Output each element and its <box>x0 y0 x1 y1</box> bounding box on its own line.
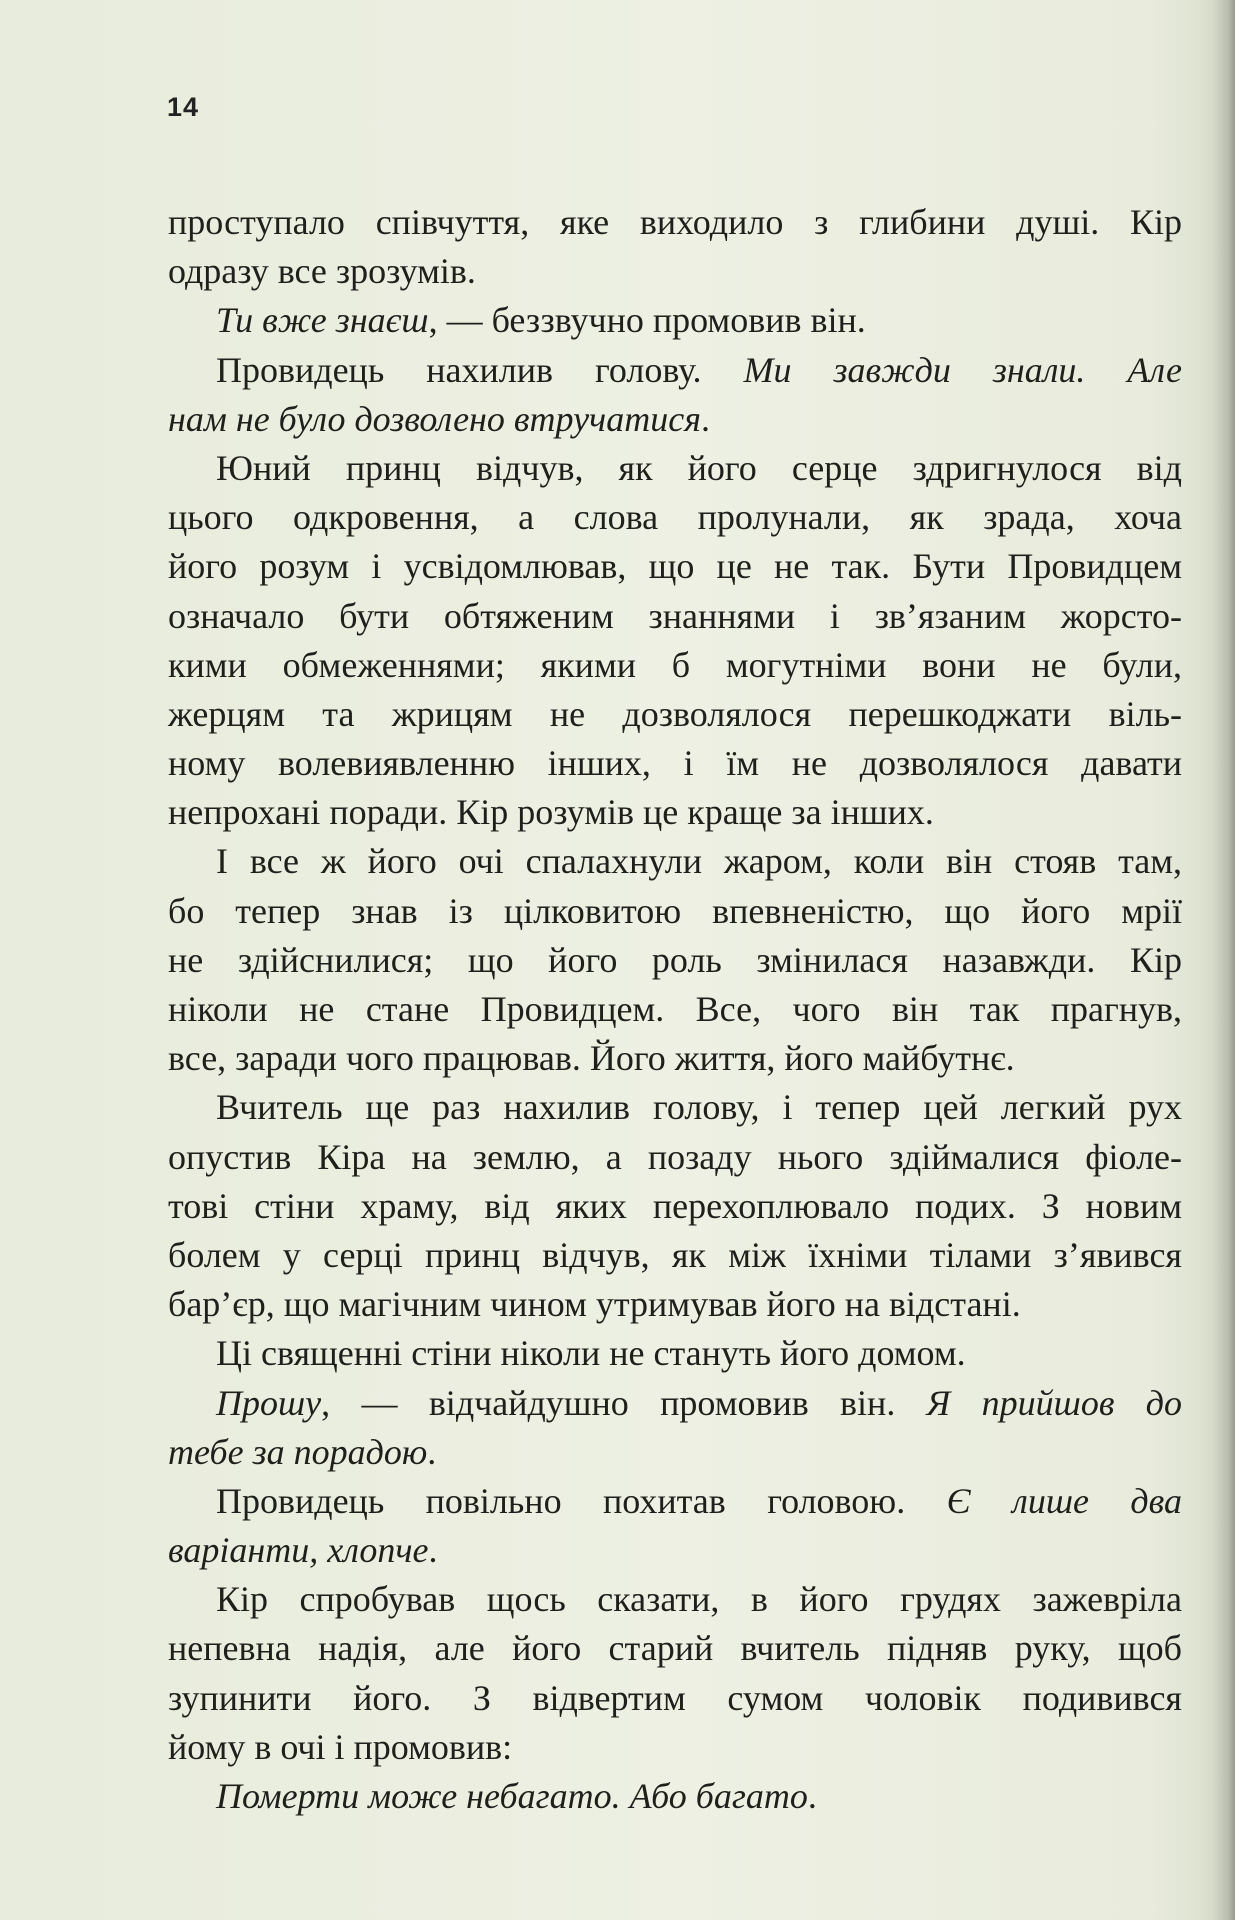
text-line <box>168 690 1182 739</box>
text-line <box>168 1723 1182 1772</box>
italic-text: Ми завжди знали. Але <box>743 349 1182 390</box>
text-segment: одразу все зрозумів. <box>168 251 476 292</box>
italic-text: нам не було дозволено втручатися <box>168 398 701 439</box>
text-segment: . <box>807 1776 817 1816</box>
text-segment: бо тепер знав із цілковитою впевненістю, що його мрії <box>168 890 1182 931</box>
text-line <box>168 346 1182 395</box>
text-line <box>168 837 1182 886</box>
text-line <box>168 1477 1182 1526</box>
text-segment: . <box>428 1530 438 1571</box>
text-line <box>168 887 1182 936</box>
text-line <box>168 1329 1182 1378</box>
text-line <box>168 1083 1182 1132</box>
text-line <box>168 985 1182 1034</box>
text-segment: йому в очі і промовив: <box>168 1726 513 1767</box>
text-segment: кими обмеженнями; якими б могутніми вони не були, <box>168 644 1182 685</box>
page-number: 14 <box>167 92 200 122</box>
text-line <box>168 1034 1182 1083</box>
text-line <box>168 542 1182 591</box>
text-segment: , — беззвучно промовив він. <box>428 300 866 341</box>
text-segment: все, заради чого працював. Його життя, його майбутнє. <box>168 1038 1015 1079</box>
text-line <box>168 1575 1182 1624</box>
text-line <box>168 1772 1182 1821</box>
italic-text: варіанти, хлопче <box>168 1530 429 1571</box>
text-line <box>168 1280 1182 1329</box>
text-segment: , — відчайдушно промовив він. <box>321 1382 927 1423</box>
text-line <box>168 739 1182 788</box>
text-segment: проступало співчуття, яке виходило з глибини душі. Кір <box>168 202 1182 242</box>
text-line <box>168 444 1182 493</box>
text-segment: його розум і усвідомлював, що це не так. Бути Провидцем <box>168 546 1182 587</box>
text-segment: болем у серці принц відчув, як між їхніми тілами з’явився <box>168 1234 1182 1275</box>
text-segment: Вчитель ще раз нахилив голову, і тепер цей легкий рух <box>216 1087 1182 1128</box>
text-line <box>168 936 1182 985</box>
text-line <box>168 1428 1182 1477</box>
text-line <box>168 395 1182 444</box>
text-segment: Юний принц відчув, як його серце здригнулося від <box>216 447 1182 488</box>
text-segment: цього одкровення, а слова пролунали, як зрада, хоча <box>168 497 1182 538</box>
text-line <box>168 1182 1182 1231</box>
text-line <box>168 788 1182 837</box>
text-line <box>168 1624 1182 1673</box>
text-segment: Кір спробував щось сказати, в його грудях зажевріла <box>216 1579 1182 1620</box>
text-segment: Провидець нахилив голову. <box>216 349 744 390</box>
text-line <box>168 296 1182 345</box>
body-text <box>168 198 1182 1821</box>
italic-text: Є лише два <box>946 1480 1182 1521</box>
page-edge-shadow <box>1213 0 1235 1920</box>
text-line <box>168 1526 1182 1575</box>
text-segment: непрохані поради. Кір розумів це краще за інших. <box>168 792 934 833</box>
text-line <box>168 198 1182 247</box>
text-segment: . <box>700 398 710 439</box>
text-segment: непевна надія, але його старий вчитель підняв руку, щоб <box>168 1628 1182 1669</box>
text-segment: Провидець повільно похитав головою. <box>216 1480 947 1521</box>
text-line <box>168 592 1182 641</box>
text-segment: тові стіни храму, від яких перехоплювало подих. З новим <box>168 1185 1182 1226</box>
text-segment: . <box>427 1431 437 1472</box>
text-segment: жерцям та жрицям не дозволялося перешкоджати віль- <box>168 693 1182 734</box>
text-segment: опустив Кіра на землю, а позаду нього здіймалися фіоле- <box>168 1136 1182 1177</box>
text-line <box>168 1379 1182 1428</box>
text-segment: означало бути обтяженим знаннями і зв’язаним жорсто- <box>168 595 1182 636</box>
italic-text: Прошу <box>216 1382 322 1423</box>
text-line <box>168 1231 1182 1280</box>
text-segment: Ці священні стіни ніколи не стануть його домом. <box>216 1333 966 1374</box>
italic-text: тебе за порадою <box>168 1431 428 1472</box>
text-segment: ному волевиявленню інших, і їм не дозволялося давати <box>168 743 1182 784</box>
text-segment: І все ж його очі спалахнули жаром, коли він стояв там, <box>216 841 1182 882</box>
italic-text: Померти може небагато. Або багато <box>216 1776 808 1816</box>
text-segment: ніколи не стане Провидцем. Все, чого він так прагнув, <box>168 989 1182 1029</box>
text-line <box>168 247 1182 296</box>
text-line <box>168 493 1182 542</box>
text-line <box>168 1133 1182 1182</box>
text-segment: бар’єр, що магічним чином утримував його на відстані. <box>168 1284 1021 1325</box>
text-segment: зупинити його. З відвертим сумом чоловік подивився <box>168 1677 1182 1718</box>
italic-text: Ти вже знаєш <box>216 300 429 341</box>
italic-text: Я прийшов до <box>926 1382 1182 1423</box>
text-line <box>168 1674 1182 1723</box>
text-segment: не здійснилися; що його роль змінилася назавжди. Кір <box>168 939 1182 980</box>
text-line <box>168 641 1182 690</box>
